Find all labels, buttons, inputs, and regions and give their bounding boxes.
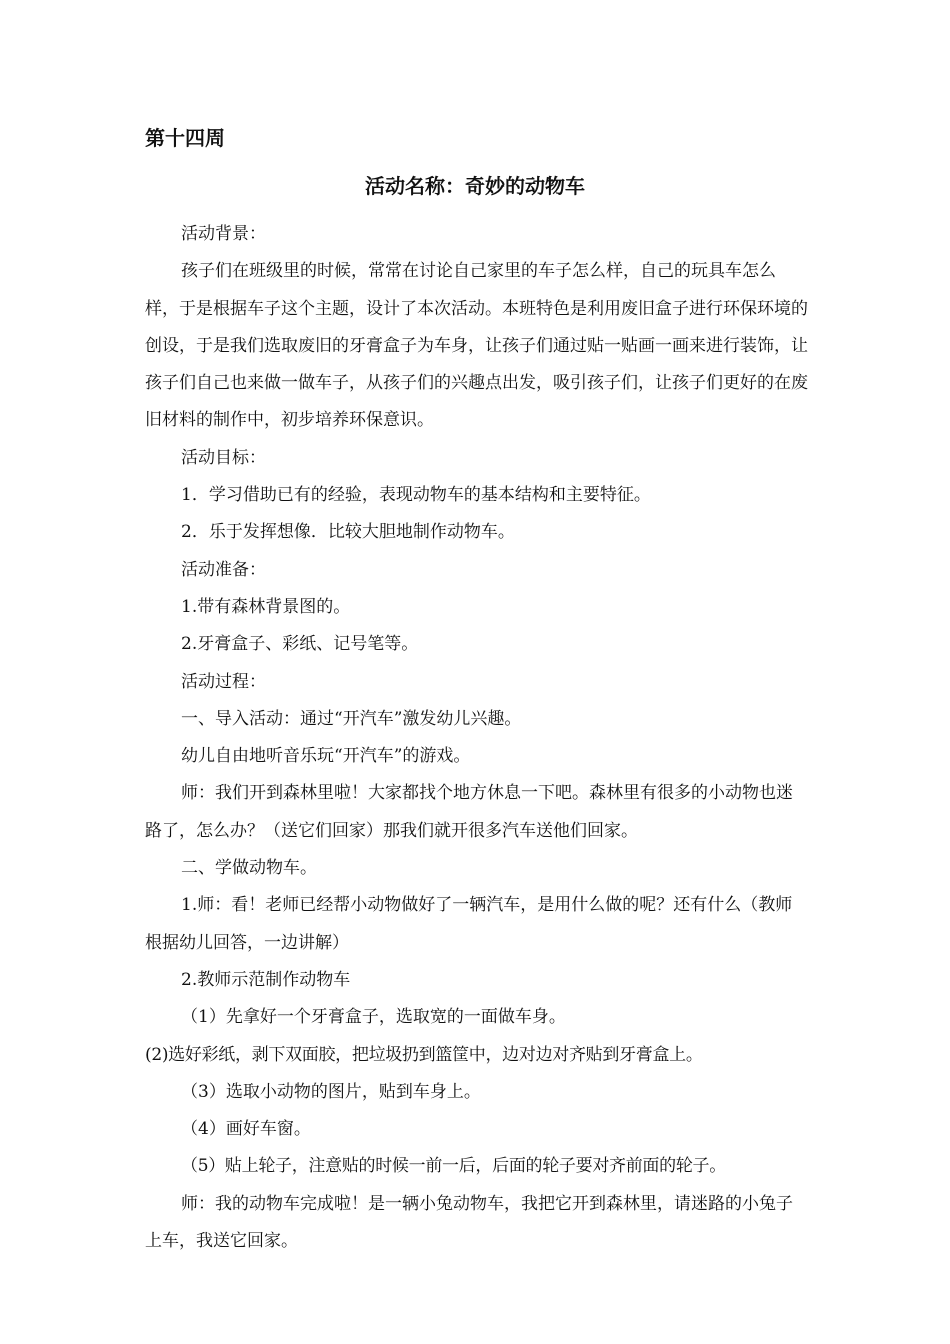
- list-item: (2)选好彩纸，剥下双面胶，把垃圾扔到篮筐中，边对边对齐贴到牙膏盒上。: [145, 1044, 703, 1065]
- section-label: 活动过程：: [181, 671, 266, 692]
- list-item: （1）先拿好一个牙膏盒子，选取宽的一面做车身。: [181, 1007, 566, 1028]
- list-item: （3）选取小动物的图片，贴到车身上。: [181, 1081, 481, 1102]
- section-label: 活动目标：: [181, 447, 266, 468]
- list-item: （4）画好车窗。: [181, 1119, 311, 1140]
- paragraph: 孩子们在班级里的时候，常常在讨论自己家里的车子怎么样，自己的玩具车怎么样，于是根据车子这个主题，设计了本次活动。本班特色是利用废旧盒子进行环保环境的创设，于是我们选取废旧的牙膏盒子为车身，让孩子们通过贴一贴画一画来进行装饰，让孩子们自己也来做一做车子，从孩子们的兴趣点出发，吸引孩子们，让孩子们更好的在废旧材料的制作中，初步培养环保意识。: [145, 261, 808, 431]
- week-heading: 第十四周: [145, 126, 225, 150]
- list-item: 2.教师示范制作动物车: [181, 969, 351, 990]
- section-label: 活动准备：: [181, 559, 266, 580]
- step-heading: 一、导入活动：通过“开汽车”激发幼儿兴趣。: [181, 708, 522, 729]
- list-item: 1．学习借助已有的经验，表现动物车的基本结构和主要特征。: [181, 485, 651, 506]
- paragraph: 1.师：看！老师已经帮小动物做好了一辆汽车，是用什么做的呢？还有什么（教师根据幼儿回答，一边讲解）: [145, 895, 793, 953]
- list-item: 2.牙膏盒子、彩纸、记号笔等。: [181, 634, 419, 655]
- list-item: 2．乐于发挥想像．比较大胆地制作动物车。: [181, 522, 515, 543]
- activity-title: 活动名称：奇妙的动物车: [365, 174, 585, 198]
- paragraph: 幼儿自由地听音乐玩“开汽车”的游戏。: [181, 746, 471, 767]
- section-label: 活动背景：: [181, 224, 266, 244]
- document-body: [145, 216, 809, 1260]
- paragraph: 师：我们开到森林里啦！大家都找个地方休息一下吧。森林里有很多的小动物也迷路了，怎么办？（送它们回家）那我们就开很多汽车送他们回家。: [145, 783, 793, 841]
- paragraph: 师：我的动物车完成啦！是一辆小兔动物车，我把它开到森林里，请迷路的小兔子上车，我送它回家。: [145, 1193, 793, 1252]
- step-heading: 二、学做动物车。: [181, 858, 317, 879]
- list-item: （5）贴上轮子，注意贴的时候一前一后，后面的轮子要对齐前面的轮子。: [181, 1156, 726, 1177]
- list-item: 1.带有森林背景图的。: [181, 596, 351, 617]
